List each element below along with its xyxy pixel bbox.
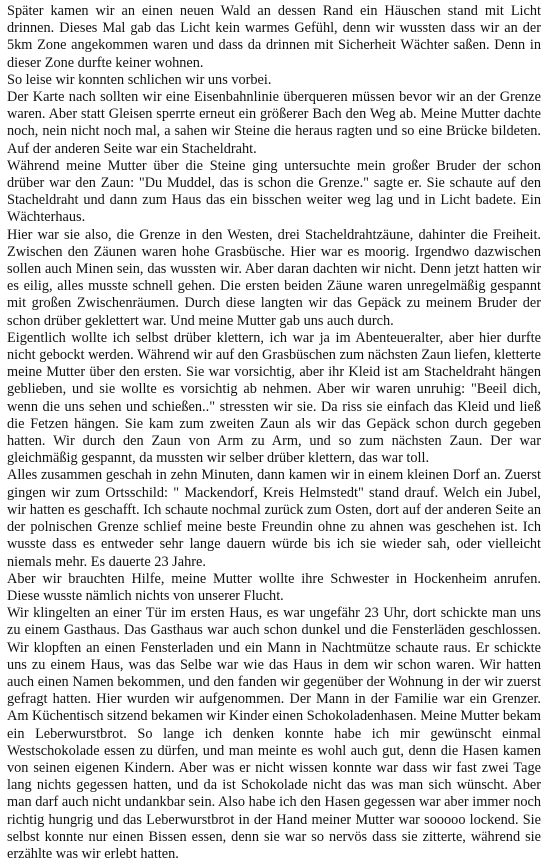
paragraph: So leise wir konnten schlichen wir uns vorbei.: [7, 71, 272, 88]
paragraph: Alles zusammen geschah in zehn Minuten, dann kamen wir in einem kleinen Dorf an. Zuerst gingen wir zum Ortsschild: " Mackendorf, Kreis Helmstedt" stand drauf. Welch ein Jubel, wir hatten es geschafft. Ich schaute nochmal zurück zum Osten, dort auf der anderen Seite an der polnischen Grenze schlief meine beste Freundin ohne zu ahnen was geschehen ist. Ich wusste dass es entweder sehr lange dauern würde bis ich sie wieder sah, oder vielleicht niemals mehr. Es dauerte 23 Jahre.: [7, 467, 541, 570]
paragraph: Der Karte nach sollten wir eine Eisenbahnlinie überqueren müssen bevor wir an der Grenze waren. Aber statt Gleisen sperrte erneut ein größerer Bach den Weg ab. Meine Mutter dachte noch, nein nicht noch mal, a sahen wir Steine die heraus ragten und so eine Brücke bildeten. Auf der anderen Seite war ein Stacheldraht.: [7, 89, 541, 157]
paragraph: Während meine Mutter über die Steine ging untersuchte mein großer Bruder der schon drüber war den Zaun: "Du Muddel, das is schon die Grenze." sagte er. Sie schaute auf den Stacheldraht und dann zum Haus das ein bisschen weiter weg lag und in Licht badete. Ein Wächterhaus.: [7, 157, 541, 226]
paragraph: Aber wir brauchten Hilfe, meine Mutter wollte ihre Schwester in Hockenheim anrufen. Diese wusste nämlich nichts von unserer Flucht.: [7, 570, 541, 604]
paragraph: Wir klingelten an einer Tür im ersten Haus, es war ungefähr 23 Uhr, dort schickte man uns zu einem Gasthaus. Das Gasthaus war auch schon dunkel und die Fensterläden geschlossen. Wir klopften an einen Fensterladen und ein Mann in Nachtmütze schaute raus. Er schickte uns zu einem Haus, was das Selbe war wie das Haus in dem wir schon waren. Wir hatten auch einen Namen bekommen, und den fanden wir gegenüber der Wohnung in der wir zuerst gefragt hatten. Hier wurden wir aufgenommen. Der Mann in der Familie war ein Grenzer. Am Küchentisch sitzend bekamen wir Kinder einen Schokoladenhasen. Meine Mutter bekam ein Leberwurstbrot. So lange ich denken konnte habe ich mir gewünscht einmal Westschokolade essen zu dürfen, und man meinte es wohl auch gut, denn die Hasen kamen von seinen eigenen Kindern. Aber was er nicht wissen konnte war dass wir fast zwei Tage lang nichts gegessen hatten, und da ist Schokolade nicht das was man sich wünscht. Aber man darf auch nicht undankbar sein. Also habe ich den Hasen gegessen war aber immer noch richtig hungrig und das Leberwurstbrot in der Hand meiner Mutter war sooooo lockend. Sie selbst konnte nur einen Bissen essen, denn sie war so nervös dass sie zitterte, während sie erzählte was wir erlebt hatten.: [7, 605, 541, 862]
paragraph: Hier war sie also, die Grenze in den Westen, drei Stacheldrahtzäune, dahinter die Freiheit. Zwischen den Zäunen waren hohe Grasbüsche. Hier war es moorig. Irgendwo dazwischen sollen auch Minen sein, das wussten wir. Aber daran dachten wir nicht. Denn jetzt hatten wir es eilig, alles musste schnell gehen. Die ersten beiden Zäune waren unregelmäßig gespannt mit großen Zwischenräumen. Durch diese langten wir das Gepäck zu meinem Bruder der schon drüber geklettert war. Und meine Mutter gab uns auch durch.: [7, 226, 541, 329]
paragraph: Eigentlich wollte ich selbst drüber klettern, ich war ja im Abenteueralter, aber hier durfte nicht gebockt werden. Während wir auf den Grasbüschen zum nächsten Zaun liefen, kletterte meine Mutter über den ersten. Sie war vorsichtig, aber ihr Kleid ist am Stacheldraht hängen geblieben, und sie wollte es vorsichtig ab nehmen. Aber wir waren unruhig: "Beeil dich, wenn die uns sehen und schießen.." stressten wir sie. Da riss sie einfach das Kleid und ließ die Fetzen hängen. Sie kam zum zweiten Zaun als wir das Gepäck schon durch gegeben hatten. Wir durch den Zaun von Arm zu Arm, und so zum nächsten Zaun. Der war gleichmäßig gespannt, da mussten wir selber drüber klettern, das war toll.: [7, 329, 541, 467]
paragraph: Später kamen wir an einen neuen Wald an dessen Rand ein Häuschen stand mit Licht drinnen. Dieses Mal gab das Licht kein warmes Gefühl, denn wir wussten dass wir an der 5km Zone angekommen waren und dass da drinnen mit Sicherheit Wächter saßen. Denn in dieser Zone durfte keiner wohnen.: [7, 3, 541, 71]
